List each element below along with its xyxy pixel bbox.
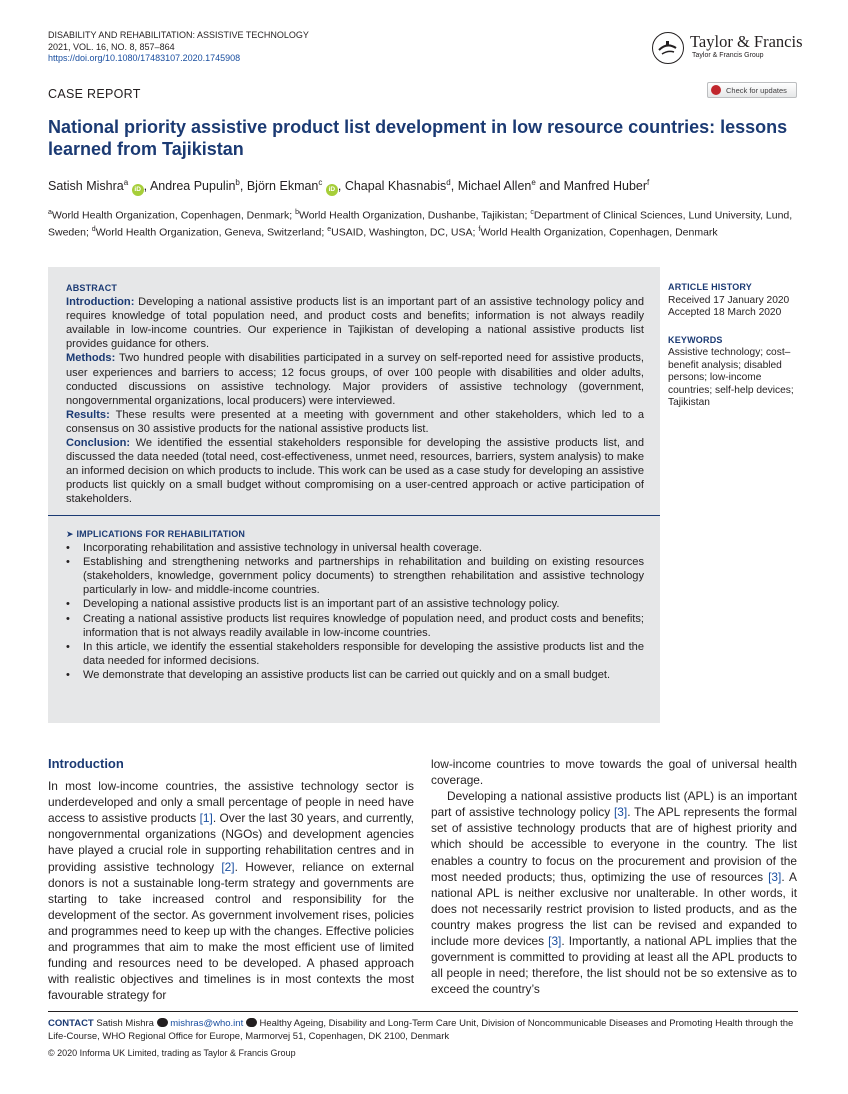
- author-name: Chapal Khasnabis: [344, 179, 447, 194]
- affil-text: Department of Clinical Sciences, Lund University, Lund, Sweden;: [48, 209, 793, 238]
- contact-address: Healthy Ageing, Disability and Long-Term Care Unit, Division of Noncommunicable Diseases and Promoting Health through the Life-Course, WHO Regional Office for Europe, Marmorvej 51, Copenhagen, DK 2100, Denmark: [48, 1018, 794, 1042]
- list-item: • Incorporating rehabilitation and assistive technology in universal health coverage.: [66, 541, 644, 555]
- affil-sup: e: [327, 225, 332, 233]
- body-text: Developing a national assistive products list (APL) is an important part of assistive technology policy: [431, 789, 797, 820]
- affil-sup: d: [91, 225, 96, 233]
- contact-email[interactable]: mishras@who.int: [170, 1018, 244, 1029]
- author-affil-sup: d: [446, 178, 451, 187]
- abstract-section: [66, 436, 644, 506]
- reference-link[interactable]: [1]: [199, 811, 213, 826]
- footer-divider: [48, 1011, 798, 1012]
- journal-name: DISABILITY AND REHABILITATION: ASSISTIVE TECHNOLOGY: [48, 30, 309, 40]
- check-for-updates-button[interactable]: [707, 82, 797, 98]
- email-icon: [157, 1018, 168, 1027]
- author-name: Satish Mishra: [48, 179, 124, 194]
- journal-volume: 2021, VOL. 16, NO. 8, 857–864: [48, 41, 175, 52]
- publisher-logo: [652, 30, 803, 64]
- affil-text: World Health Organization, Copenhagen, Denmark;: [51, 209, 296, 222]
- affil-sup: f: [478, 225, 481, 233]
- body-paragraph: low-income countries to move towards the goal of universal health coverage.: [431, 757, 797, 788]
- author-name: Andrea Pupulin: [149, 179, 236, 194]
- article-history-heading: ARTICLE HISTORY: [668, 282, 753, 292]
- author-affil-sup: f: [647, 178, 650, 187]
- body-text: . However, reliance on external donors is not a sustainable long-term strategy and governments are starting to take increased control and responsibility for the development of the sector. As government involvement rises, policies and programmes need to keep up with the changes. Effective policies and programmes that aim to make the most efficient use of limited funding and resources need to be developed. A phased approach with realistic objectives and timelines is in most contexts the most favourable strategy for: [48, 859, 414, 1003]
- authors-and: and: [539, 179, 561, 194]
- affil-sup: b: [295, 209, 299, 216]
- address-icon: [246, 1018, 257, 1027]
- reference-link[interactable]: [3]: [768, 869, 782, 884]
- affil-text: USAID, Washington, DC, USA;: [331, 226, 479, 238]
- doi-link[interactable]: https://doi.org/10.1080/17483107.2020.1745908: [48, 53, 241, 63]
- abstract-label: Methods:: [66, 352, 116, 365]
- list-item: • Creating a national assistive products list requires knowledge of population need, and product costs and benefits; information that is not always readily available in low-income countries.: [66, 612, 644, 640]
- body-text: . A national APL is neither exclusive nor unalterable. In other words, it does not necessarily restrict provision to listed products, and as the country makes progress the list can be revised and expanded to include more devices: [431, 869, 797, 949]
- abstract-section: [66, 408, 644, 436]
- abstract-label: Introduction:: [66, 296, 135, 309]
- abstract-text: We identified the essential stakeholders responsible for developing the assistive products list, and discussed the data needed (total need, cost-effectiveness, unmet need, resources, barriers, system analysis) to make an informed decision on which products to include. This work can be used as a case study for developing an assistive products list quickly on a small budget without compromising on a user-centred approach or active participation of stakeholders.: [66, 437, 644, 506]
- check-updates-icon: [711, 85, 721, 95]
- body-text: . Over the last 30 years, and currently, nongovernmental organizations (NGOs) and development agencies have played a crucial role in supporting rehabilitation centres and in providing assistive technology: [48, 811, 414, 874]
- abstract-section: [66, 295, 644, 351]
- abstract-label: Conclusion:: [66, 437, 131, 450]
- body-paragraph: [431, 788, 797, 997]
- article-title: National priority assistive product list development in low resource countries: lessons learned from Tajikistan: [48, 117, 788, 159]
- keywords-heading: KEYWORDS: [668, 334, 723, 345]
- check-updates-label: Check for updates: [726, 85, 787, 95]
- list-item: • We demonstrate that developing an assistive products list can be carried out quickly and on a small budget.: [66, 668, 644, 682]
- abstract-heading: ABSTRACT: [66, 283, 118, 293]
- author-affil-sup: e: [531, 178, 536, 187]
- abstract-section: [66, 351, 644, 407]
- affiliations: [48, 206, 798, 239]
- implications-list: [66, 541, 644, 682]
- publisher-logo-icon: [652, 32, 684, 64]
- received-date: Received 17 January 2020: [668, 294, 790, 306]
- implications: [66, 527, 644, 682]
- reference-link[interactable]: [2]: [221, 859, 235, 874]
- copyright: © 2020 Informa UK Limited, trading as Taylor & Francis Group: [48, 1048, 296, 1058]
- contact-name: Satish Mishra: [93, 1018, 157, 1029]
- list-item: • Establishing and strengthening networks and partnerships in rehabilitation and building on existing resources (stakeholders, knowledge, government policy documents) to strengthen rehabilitation and assistive technology particularly in low- and middle-income countries.: [66, 555, 644, 597]
- body-text: . The APL represents the formal set of assistive technology products that are of highest priority and which should be accessible to everyone in the country. The list enables a country to focus on the procurement and provision of the most needed products; thus, optimizing the use of resources: [431, 805, 798, 884]
- affil-text: World Health Organization, Geneva, Switzerland;: [95, 226, 328, 238]
- author-list: Satish Mishra$^a$ iD , Andrea Pupulin$^b$, Björn Ekman$^c$ iD , Chapal Khasnabis$^d$, Michael Allen$^e$ and Manfred Huber$^f$: [48, 178, 808, 196]
- affil-sup: c: [530, 209, 534, 216]
- author-name: Manfred Huber: [563, 179, 648, 194]
- orcid-icon[interactable]: iD: [132, 184, 144, 196]
- abstract: [66, 281, 644, 507]
- author-name: Björn Ekman: [246, 179, 319, 194]
- abstract-text: Developing a national assistive products list is an important part of an assistive technology policy and requires knowledge of total population need, and product costs and benefits; information is not always readily available in low-income countries. Our experience in Tajikistan of developing a national assistive products list provides guidance for others.: [66, 296, 644, 351]
- contact-info: [48, 1018, 800, 1043]
- introduction-heading: Introduction: [48, 756, 124, 771]
- author-affil-sup: a: [123, 178, 129, 187]
- author-affil-sup: b: [235, 178, 240, 187]
- publisher-name: Taylor & Francis: [690, 32, 803, 51]
- contact-label: CONTACT: [48, 1018, 94, 1029]
- journal-header: [48, 30, 309, 65]
- list-item: • In this article, we identify the essential stakeholders responsible for developing the assistive products list and the data needed for informed decisions.: [66, 640, 644, 668]
- abstract-label: Results:: [66, 408, 110, 421]
- author-name: Michael Allen: [457, 179, 532, 194]
- body-column-right: [431, 756, 797, 997]
- abstract-text: Two hundred people with disabilities participated in a survey on self-reported need for assistive products, user experiences and barriers to access; 12 focus groups, of over 100 people with disabilities and older adults, conducted discussions on assistive technology. Major providers of assistive technology (government, nongovernmental organizations, local producers) were interviewed.: [66, 352, 644, 407]
- affil-sup: a: [48, 209, 52, 216]
- body-column-left: [48, 756, 414, 1003]
- body-text: In most low-income countries, the assistive technology sector is underdeveloped and only a small percentage of people in need have access to assistive products: [48, 779, 414, 826]
- publisher-group: Taylor & Francis Group: [692, 52, 764, 59]
- affil-text: World Health Organization, Copenhagen, Denmark: [480, 226, 718, 238]
- body-paragraph: [48, 778, 414, 1003]
- reference-link[interactable]: [3]: [548, 934, 562, 949]
- abstract-text: These results were presented at a meeting with government and other stakeholders, which led to a consensus on 30 assistive products for the national assistive products list.: [66, 408, 644, 435]
- article-sidebar: [668, 281, 798, 410]
- list-item: • Developing a national assistive products list is an important part of an assistive technology policy.: [66, 597, 644, 611]
- implications-heading: ➤ IMPLICATIONS FOR REHABILITATION: [66, 529, 246, 539]
- article-type: CASE REPORT: [48, 87, 141, 101]
- orcid-icon[interactable]: iD: [326, 184, 338, 196]
- body-text: . Importantly, a national APL implies that the government is committed to providing at least all the APL products to all people in need; therefore, the list should not be so extensive as to exceed the country’s: [431, 934, 798, 997]
- accepted-date: Accepted 18 March 2020: [668, 307, 782, 318]
- author-affil-sup: c: [318, 178, 323, 187]
- affil-text: World Health Organization, Dushanbe, Tajikistan;: [299, 209, 531, 222]
- reference-link[interactable]: [3]: [614, 805, 628, 820]
- keywords-text: Assistive technology; cost–benefit analysis; disabled persons; low-income countries; self-help devices; Tajikistan: [668, 347, 794, 408]
